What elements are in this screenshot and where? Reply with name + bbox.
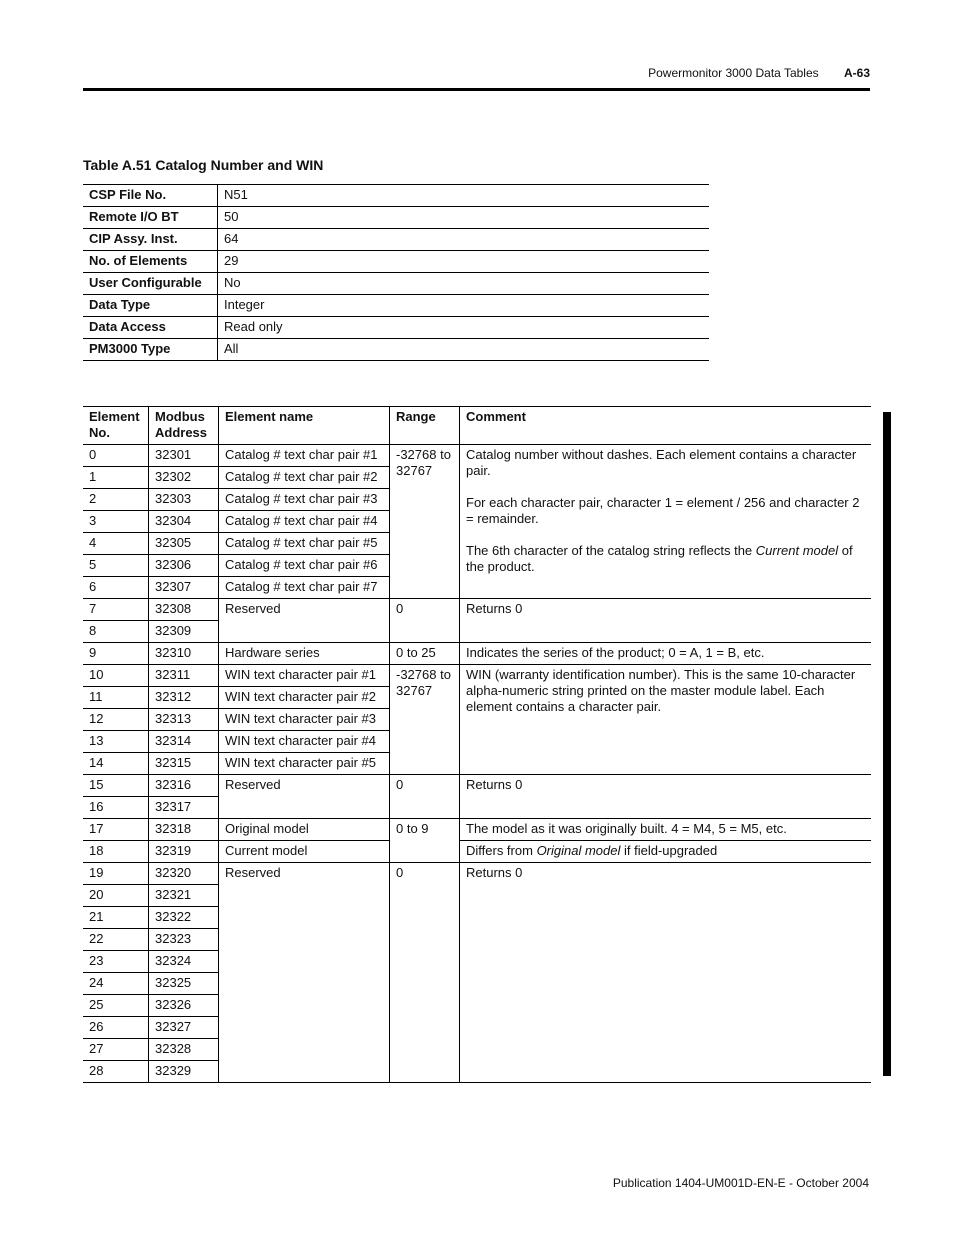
- comment-paragraph: [466, 543, 865, 575]
- modbus-address: 32324: [149, 951, 219, 973]
- modbus-address: 32309: [149, 621, 219, 643]
- comment-text: The 6th character of the catalog string reflects the: [466, 543, 756, 558]
- element-no: 9: [83, 643, 149, 665]
- header-rule: [83, 88, 870, 91]
- table-row: [83, 819, 871, 841]
- info-row: [83, 185, 709, 207]
- range-value: 0: [390, 775, 460, 819]
- modbus-address: 32303: [149, 489, 219, 511]
- modbus-address: 32306: [149, 555, 219, 577]
- element-no: 23: [83, 951, 149, 973]
- comment-text: Original model: [536, 843, 621, 858]
- modbus-address: 32326: [149, 995, 219, 1017]
- table-row: [83, 775, 871, 797]
- info-key: No. of Elements: [83, 251, 218, 273]
- modbus-address: 32318: [149, 819, 219, 841]
- modbus-address: 32304: [149, 511, 219, 533]
- info-value: 64: [218, 229, 710, 251]
- change-bar: [883, 412, 891, 1076]
- modbus-address: 32302: [149, 467, 219, 489]
- comment-text: if field-upgraded: [620, 843, 718, 858]
- comment-text: Current model: [755, 543, 839, 558]
- info-key: CSP File No.: [83, 185, 218, 207]
- element-no: 13: [83, 731, 149, 753]
- range-value: 0: [390, 599, 460, 643]
- element-name: Original model: [219, 819, 390, 841]
- range-value: 0 to 9: [390, 819, 460, 863]
- element-no: 12: [83, 709, 149, 731]
- table-row: [83, 863, 871, 885]
- element-no: 17: [83, 819, 149, 841]
- data-table: [83, 406, 871, 1083]
- element-no: 18: [83, 841, 149, 863]
- element-no: 20: [83, 885, 149, 907]
- element-no: 15: [83, 775, 149, 797]
- info-key: CIP Assy. Inst.: [83, 229, 218, 251]
- element-name: Reserved: [219, 775, 390, 819]
- table-row: [83, 599, 871, 621]
- element-name: Catalog # text char pair #6: [219, 555, 390, 577]
- modbus-address: 32314: [149, 731, 219, 753]
- info-row: [83, 317, 709, 339]
- element-no: 11: [83, 687, 149, 709]
- info-value: All: [218, 339, 710, 361]
- page-number: A-63: [843, 66, 870, 80]
- modbus-address: 32321: [149, 885, 219, 907]
- info-key: User Configurable: [83, 273, 218, 295]
- modbus-address: 32310: [149, 643, 219, 665]
- element-name: WIN text character pair #1: [219, 665, 390, 687]
- modbus-address: 32329: [149, 1061, 219, 1083]
- table-row: [83, 841, 871, 863]
- modbus-address: 32307: [149, 577, 219, 599]
- footer: Publication 1404-UM001D-EN-E - October 2004: [612, 1176, 869, 1190]
- element-no: 16: [83, 797, 149, 819]
- element-name: Catalog # text char pair #4: [219, 511, 390, 533]
- info-table: [83, 184, 709, 361]
- range-value: -32768 to 32767: [390, 445, 460, 599]
- element-name: Catalog # text char pair #1: [219, 445, 390, 467]
- comment-cell: [460, 841, 872, 863]
- element-no: 0: [83, 445, 149, 467]
- info-value: Read only: [218, 317, 710, 339]
- element-no: 10: [83, 665, 149, 687]
- info-row: [83, 273, 709, 295]
- element-no: 27: [83, 1039, 149, 1061]
- table-row: [83, 445, 871, 467]
- info-row: [83, 229, 709, 251]
- element-no: 24: [83, 973, 149, 995]
- modbus-address: 32313: [149, 709, 219, 731]
- element-no: 21: [83, 907, 149, 929]
- col-element-name: Element name: [219, 407, 390, 445]
- element-name: WIN text character pair #3: [219, 709, 390, 731]
- comment-cell: Returns 0: [460, 775, 872, 819]
- element-name: WIN text character pair #4: [219, 731, 390, 753]
- table-row: [83, 665, 871, 687]
- col-modbus-address: Modbus Address: [149, 407, 219, 445]
- element-name: WIN text character pair #2: [219, 687, 390, 709]
- header-row: [83, 407, 871, 445]
- modbus-address: 32305: [149, 533, 219, 555]
- col-comment: Comment: [460, 407, 872, 445]
- comment-cell: Indicates the series of the product; 0 = A, 1 = B, etc.: [460, 643, 872, 665]
- modbus-address: 32327: [149, 1017, 219, 1039]
- col-range: Range: [390, 407, 460, 445]
- element-no: 26: [83, 1017, 149, 1039]
- info-row: [83, 339, 709, 361]
- element-name: Reserved: [219, 863, 390, 1083]
- element-no: 19: [83, 863, 149, 885]
- modbus-address: 32316: [149, 775, 219, 797]
- element-no: 14: [83, 753, 149, 775]
- range-value: 0: [390, 863, 460, 1083]
- element-name: Hardware series: [219, 643, 390, 665]
- info-key: Remote I/O BT: [83, 207, 218, 229]
- modbus-address: 32323: [149, 929, 219, 951]
- element-no: 7: [83, 599, 149, 621]
- element-no: 28: [83, 1061, 149, 1083]
- modbus-address: 32312: [149, 687, 219, 709]
- comment-paragraph: Catalog number without dashes. Each element contains a character pair.: [466, 447, 857, 478]
- table-caption: Table A.51 Catalog Number and WIN: [83, 157, 324, 173]
- info-value: 29: [218, 251, 710, 273]
- comment-paragraph: For each character pair, character 1 = element / 256 and character 2 = remainder.: [466, 495, 860, 526]
- element-name: WIN text character pair #5: [219, 753, 390, 775]
- col-element-no: Element No.: [83, 407, 149, 445]
- modbus-address: 32308: [149, 599, 219, 621]
- element-name: Reserved: [219, 599, 390, 643]
- page-header: [83, 66, 870, 90]
- element-name: Current model: [219, 841, 390, 863]
- element-no: 22: [83, 929, 149, 951]
- element-name: Catalog # text char pair #3: [219, 489, 390, 511]
- range-value: -32768 to 32767: [390, 665, 460, 775]
- element-name: Catalog # text char pair #7: [219, 577, 390, 599]
- element-no: 6: [83, 577, 149, 599]
- element-no: 3: [83, 511, 149, 533]
- comment-text: Differs from: [466, 843, 537, 858]
- comment-cell: Returns 0: [460, 863, 872, 1083]
- info-key: PM3000 Type: [83, 339, 218, 361]
- info-value: 50: [218, 207, 710, 229]
- comment-cell: [460, 445, 872, 599]
- info-value: Integer: [218, 295, 710, 317]
- table-row: [83, 643, 871, 665]
- range-value: 0 to 25: [390, 643, 460, 665]
- element-no: 2: [83, 489, 149, 511]
- element-no: 8: [83, 621, 149, 643]
- info-row: [83, 251, 709, 273]
- modbus-address: 32311: [149, 665, 219, 687]
- modbus-address: 32317: [149, 797, 219, 819]
- modbus-address: 32322: [149, 907, 219, 929]
- comment-cell: WIN (warranty identification number). This is the same 10-character alpha-numeric string printed on the master module label. Each element contains a character pair.: [460, 665, 872, 775]
- element-no: 1: [83, 467, 149, 489]
- element-no: 5: [83, 555, 149, 577]
- element-name: Catalog # text char pair #2: [219, 467, 390, 489]
- header-text: [648, 66, 870, 80]
- element-name: Catalog # text char pair #5: [219, 533, 390, 555]
- modbus-address: 32328: [149, 1039, 219, 1061]
- element-no: 25: [83, 995, 149, 1017]
- info-row: [83, 295, 709, 317]
- modbus-address: 32301: [149, 445, 219, 467]
- element-no: 4: [83, 533, 149, 555]
- info-key: Data Access: [83, 317, 218, 339]
- comment-text: of the product.: [466, 543, 853, 574]
- info-value: No: [218, 273, 710, 295]
- comment-cell: The model as it was originally built. 4 = M4, 5 = M5, etc.: [460, 819, 872, 841]
- modbus-address: 32325: [149, 973, 219, 995]
- comment-cell: Returns 0: [460, 599, 872, 643]
- modbus-address: 32319: [149, 841, 219, 863]
- modbus-address: 32320: [149, 863, 219, 885]
- info-value: N51: [218, 185, 710, 207]
- info-row: [83, 207, 709, 229]
- info-key: Data Type: [83, 295, 218, 317]
- header-title: Powermonitor 3000 Data Tables: [648, 66, 819, 80]
- modbus-address: 32315: [149, 753, 219, 775]
